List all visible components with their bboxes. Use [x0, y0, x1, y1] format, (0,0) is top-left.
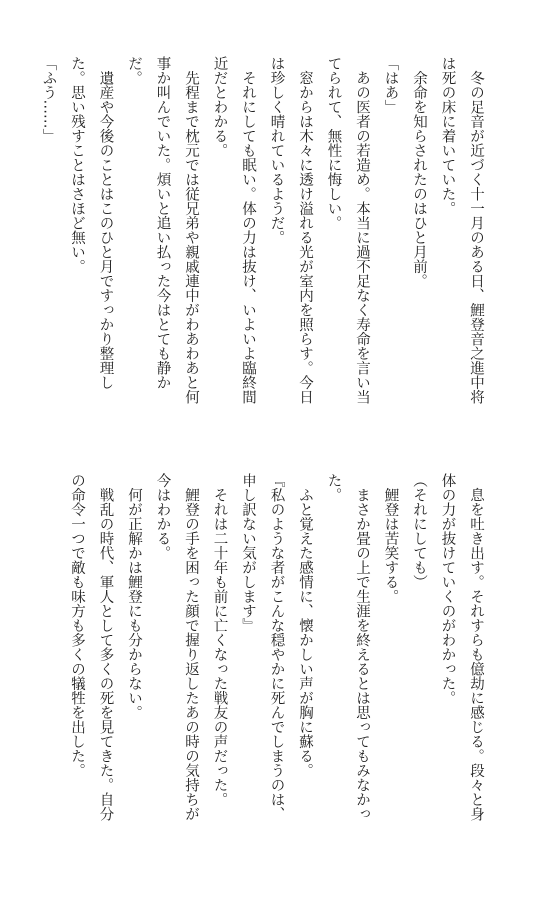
- vertical-text-block-bottom: [63, 473, 491, 835]
- paragraph: 遺産や今後のことはこのひと月ですっかり整理した。思い残すことはさほど無い。: [69, 56, 114, 390]
- paragraph: 冬の足音が近づく十一月のある日、鯉登音之進中将は死の床に着いていた。: [439, 56, 484, 404]
- paragraph: 鯉登の手を困った顔で握り返したあの時の気持ちが今はわかる。: [154, 473, 199, 821]
- quoted-memory-line: 『私のような者がこんな穏やかに死んでしまうのは、申し訳ない気がします』: [240, 473, 285, 821]
- dialogue-line: 「はあ」: [382, 56, 399, 114]
- dialogue-line: 「ふう……」: [40, 56, 57, 143]
- paragraph: 息を吐き出す。それすらも億劫に感じる。段々と身体の力が抜けていくのがわかった。: [439, 473, 484, 821]
- paragraph: 先程まで枕元では従兄弟や親戚連中がわあわあと何事か叫んでいた。煩いと追い払った今はとても静かだ。: [126, 56, 199, 404]
- paragraph: 何が正解かは鯉登にも分からない。: [126, 473, 142, 720]
- paragraph: それにしても眠い。体の力は抜け、いよいよ臨終間近だとわかる。: [211, 56, 256, 404]
- inner-thought-line: （それにしても）: [411, 473, 427, 589]
- vertical-text-block-top: [34, 56, 490, 418]
- paragraph: まさか畳の上で生涯を終えるとは思ってもみなかった。: [325, 473, 370, 821]
- paragraph: 窓からは木々に透け溢れる光が室内を照らす。今日は珍しく晴れているようだ。: [268, 56, 313, 404]
- paragraph: 鯉登は苦笑する。: [382, 473, 399, 604]
- paragraph: 余命を知らされたのはひと月前。: [411, 56, 427, 288]
- paragraph: 戦乱の時代、軍人として多くの死を見てきた。自分の命令一つで敵も味方も多くの犠牲を出した。: [69, 473, 114, 821]
- paragraph: あの医者の若造め。本当に過不足なく寿命を言い当てられて、無性に悔しい。: [325, 56, 370, 404]
- paragraph: それは二十年も前に亡くなった戦友の声だった。: [211, 473, 228, 807]
- paragraph: ふと覚えた感情に、懐かしい声が胸に蘇る。: [297, 473, 313, 778]
